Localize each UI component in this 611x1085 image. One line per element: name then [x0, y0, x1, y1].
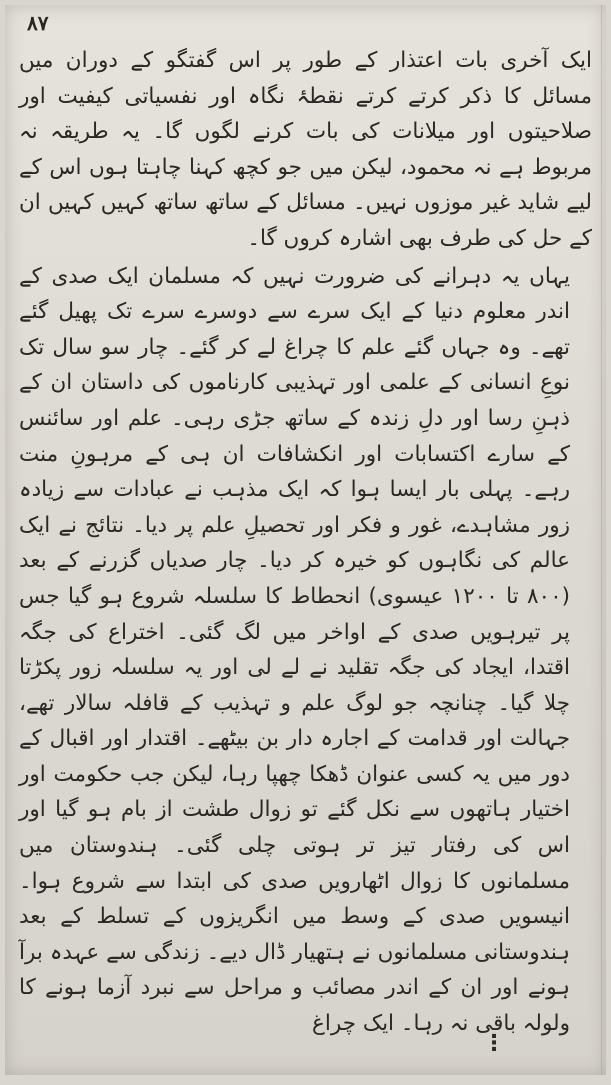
page-number: ۸۷: [27, 11, 49, 35]
page-body: [19, 43, 592, 1042]
page-edge-line: [601, 5, 602, 1075]
paragraph-2: یہاں یہ دہرانے کی ضرورت نہیں کہ مسلمان ایک صدی کے اندر معلوم دنیا کے ایک سرے سے دوسرے سرے تک پھیل گئے تھے۔ وہ جہاں گئے علم کا چراغ لے کر گئے۔ چار سو سال تک نوعِ انسانی کے علمی اور تہذیبی کارناموں کی داستان ان کے ذہنِ رسا اور دلِ زندہ کے ساتھ جڑی رہی۔ علم اور سائنس کے سارے اکتسابات اور انکشافات ان ہی کے مرہونِ منت رہے۔ پہلی بار ایسا ہوا کہ ایک مذہب نے عبادات سے زیادہ زور مشاہدے، غور و فکر اور تحصیلِ علم پر دیا۔ نتائج نے ایک عالم کی نگاہوں کو خیرہ کر دیا۔ چار صدیاں گزرنے کے بعد (۸۰۰ تا ۱۲۰۰ عیسوی) انحطاط کا سلسلہ شروع ہو گیا جس پر تیرہویں صدی کے اواخر میں لگ گئی۔ اختراع کی جگہ اقتدا، ایجاد کی جگہ تقلید نے لے لی اور یہ سلسلہ زور پکڑتا چلا گیا۔ چنانچہ جو لوگ علم و تہذیب کے قافلہ سالار تھے، جہالت اور قدامت کے اجارہ دار بن بیٹھے۔ اقتدار اور اقبال کے دور میں یہ کسی عنوان ڈھکا چھپا رہا، لیکن جب حکومت اور اختیار ہاتھوں سے نکل گئے تو زوال طشت از بام ہو گیا اور اس کی رفتار تیز تر ہوتی چلی گئی۔ ہندوستان میں مسلمانوں کا زوال اٹھارویں صدی کی ابتدا سے شروع ہوا۔ انیسویں صدی کے وسط میں انگریزوں کے تسلط کے بعد ہندوستانی مسلمانوں نے ہتھیار ڈال دیے۔ زندگی سے عہدہ برآ ہونے اور ان کے اندر مصائب و مراحل سے نبرد آزما ہونے کا ولولہ باقی نہ رہا۔ ایک چراغ: [19, 263, 571, 1037]
book-page: [5, 5, 606, 1075]
paragraph-1: ایک آخری بات اعتذار کے طور پر اس گفتگو کے دوران میں مسائل کا ذکر کرتے کرتے نقطۂ نگاہ اور نفسیاتی کیفیت اور صلاحیتوں اور میلانات کی بات کرنے لگوں گا۔ یہ طریقہ نہ مربوط ہے نہ محمود، لیکن میں جو کچھ کہنا چاہتا ہوں اس کے لیے شاید غیر موزوں نہیں۔ مسائل کے ساتھ ساتھ کہیں کہیں ان کے حل کی طرف بھی اشارہ کروں گا۔: [19, 48, 592, 251]
continuation-mark: ⋮: [483, 1031, 507, 1056]
